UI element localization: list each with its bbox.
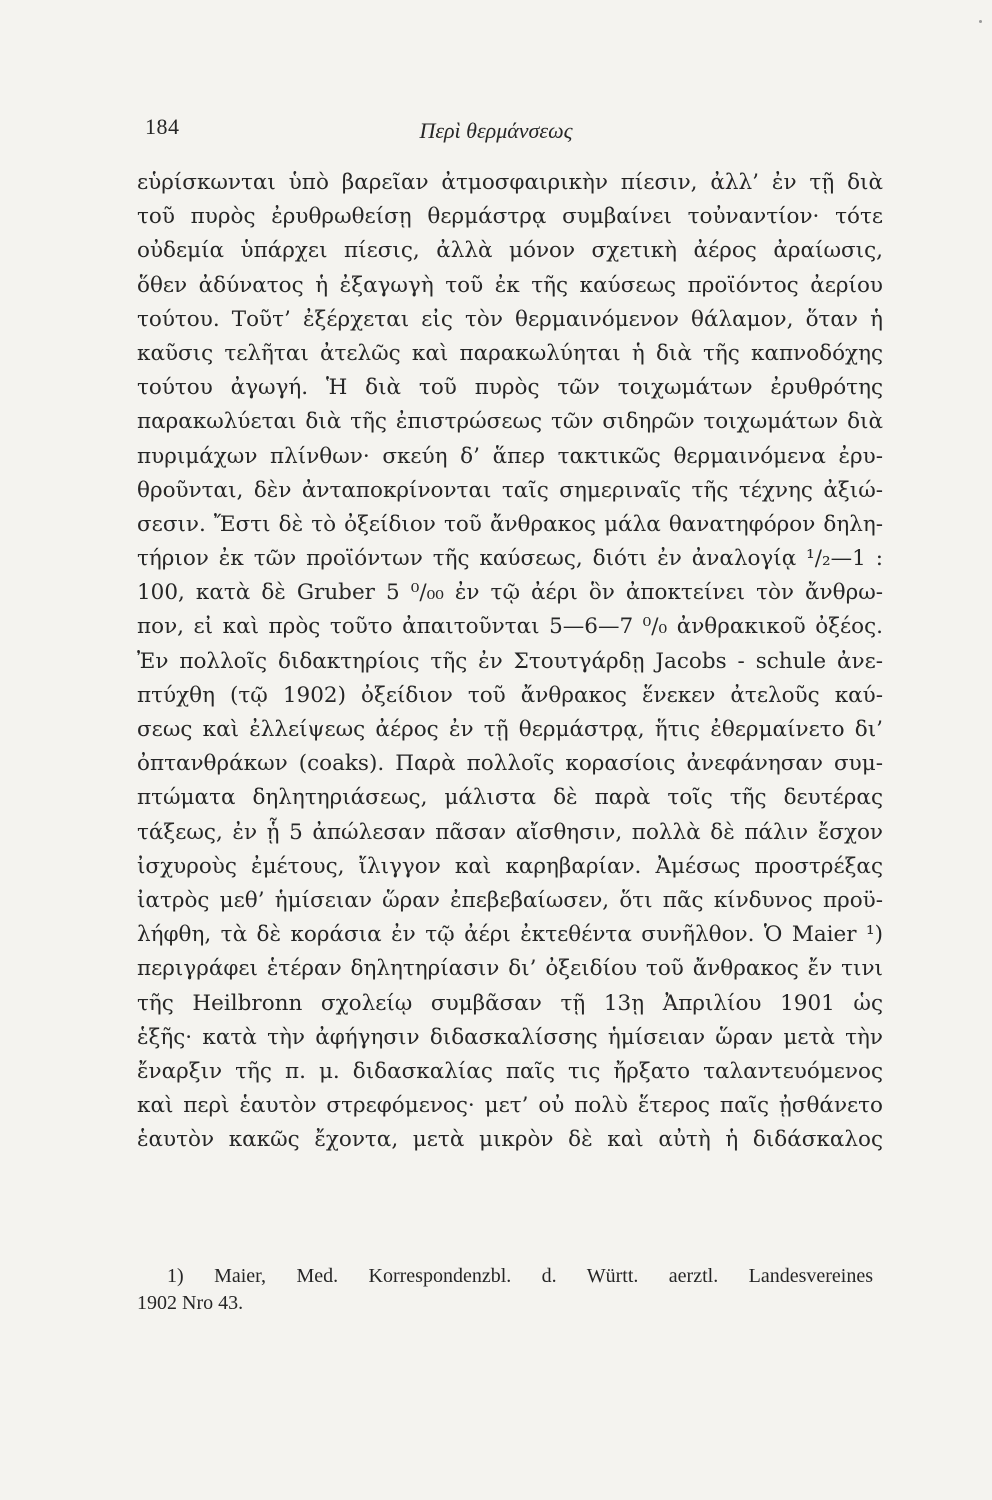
footnote-line: 1902 Nro 43. [137,1292,244,1314]
text-line: τήριον ἐκ τῶν προϊόντων τῆς καύσεως, διότι ἐν ἀναλογίᾳ ¹/₂—1 : [137,546,883,572]
text-line: ἰσχυροὺς ἐμέτους, ἴλιγγον καὶ καρηβαρίαν. Ἀμέσως προστρέξας [137,853,883,879]
text-line: 100, κατὰ δὲ Gruber 5 ⁰/₀₀ ἐν τῷ ἀέρι ὃν ἀποκτείνει τὸν ἄνθρω- [137,580,883,606]
text-line: ἰατρὸς μεθ’ ἡμίσειαν ὥραν ἐπεβεβαίωσεν, ὅτι πᾶς κίνδυνος προϋ- [137,887,883,913]
text-line: εὑρίσκωνται ὑπὸ βαρεῖαν ἀτμοσφαιρικὴν πίεσιν, ἀλλ’ ἐν τῇ διὰ [137,170,883,195]
text-line: καὶ περὶ ἑαυτὸν στρεφόμενος· μετ’ οὐ πολὺ ἕτερος παῖς ᾐσθάνετο [137,1093,883,1119]
text-line: οὐδεμία ὑπάρχει πίεσις, ἀλλὰ μόνον σχετικὴ ἀέρος ἀραίωσις, [137,238,883,264]
text-line: θροῦνται, δὲν ἀνταποκρίνονται ταῖς σημεριναῖς τῆς τέχνης ἀξιώ- [137,477,883,503]
text-line: περιγράφει ἑτέραν δηλητηρίασιν δι’ ὀξειδίου τοῦ ἄνθρακος ἔν τινι [137,956,883,982]
text-line: λήφθη, τὰ δὲ κοράσια ἐν τῷ ἀέρι ἐκτεθέντα συνῆλθον. Ὁ Maier ¹) [137,922,883,948]
text-line: ἑξῆς· κατὰ τὴν ἀφήγησιν διδασκαλίσσης ἡμίσειαν ὥραν μετὰ τὴν [137,1024,883,1050]
text-line: πον, εἰ καὶ πρὸς τοῦτο ἀπαιτοῦνται 5—6—7 ⁰/₀ ἀνθρακικοῦ ὀξέος. [137,614,883,640]
text-line: πτύχθη (τῷ 1902) ὀξείδιον τοῦ ἄνθρακος ἕνεκεν ἀτελοῦς καύ- [137,682,883,708]
text-line: τούτου ἀγωγή. Ἡ διὰ τοῦ πυρὸς τῶν τοιχωμάτων ἐρυθρότης [137,375,883,401]
body-text [137,166,883,1157]
text-line: τοῦ πυρὸς ἐρυθρωθείσῃ θερμάστρᾳ συμβαίνει τοὐναντίον· τότε [137,204,883,230]
scan-speck [979,20,982,23]
footnote-line: 1) Maier, Med. Korrespondenzbl. d. Württ. aerztl. Landesvereines [167,1265,873,1287]
text-line: ὅθεν ἀδύνατος ἡ ἐξαγωγὴ τοῦ ἐκ τῆς καύσεως προϊόντος ἀερίου [137,272,883,298]
footnote [137,1263,873,1317]
text-line: σεσιν. Ἔστι δὲ τὸ ὀξείδιον τοῦ ἄνθρακος μάλα θανατηφόρον δηλη- [137,511,883,537]
text-line: σεως καὶ ἐλλείψεως ἀέρος ἐν τῇ θερμάστρᾳ, ἥτις ἐθερμαίνετο δι’ [137,717,883,742]
text-line: ὀπτανθράκων (coaks). Παρὰ πολλοῖς κορασίοις ἀνεφάνησαν συμ- [137,751,883,777]
page-number: 184 [145,114,180,139]
running-title: Περὶ θερμάνσεως [419,118,573,143]
text-line: παρακωλύεται διὰ τῆς ἐπιστρώσεως τῶν σιδηρῶν τοιχωμάτων διὰ [137,409,883,435]
text-line: πτώματα δηλητηριάσεως, μάλιστα δὲ παρὰ τοῖς τῆς δευτέρας [137,785,883,811]
text-line: ἔναρξιν τῆς π. μ. διδασκαλίας παῖς τις ἤρξατο ταλαντευόμενος [137,1058,883,1084]
text-line: ἑαυτὸν κακῶς ἔχοντα, μετὰ μικρὸν δὲ καὶ αὐτὴ ἡ διδάσκαλος [137,1127,883,1153]
text-line: Ἐν πολλοῖς διδακτηρίοις τῆς ἐν Στουτγάρδῃ Jacobs - schule ἀνε- [137,648,883,674]
text-line: τούτου. Τοῦτ’ ἐξέρχεται εἰς τὸν θερμαινόμενον θάλαμον, ὅταν ἡ [137,306,883,332]
text-line: πυριμάχων πλίνθων· σκεύη δ’ ἅπερ τακτικῶς θερμαινόμενα ἐρυ- [137,443,883,469]
text-line: τάξεως, ἐν ᾗ 5 ἀπώλεσαν πᾶσαν αἴσθησιν, πολλὰ δὲ πάλιν ἔσχον [137,819,883,845]
text-line: καῦσις τελῆται ἀτελῶς καὶ παρακωλύηται ἡ διὰ τῆς καπνοδόχης [137,340,883,366]
text-line: τῆς Heilbronn σχολείῳ συμβᾶσαν τῇ 13ῃ Ἀπριλίου 1901 ὡς [137,990,883,1016]
